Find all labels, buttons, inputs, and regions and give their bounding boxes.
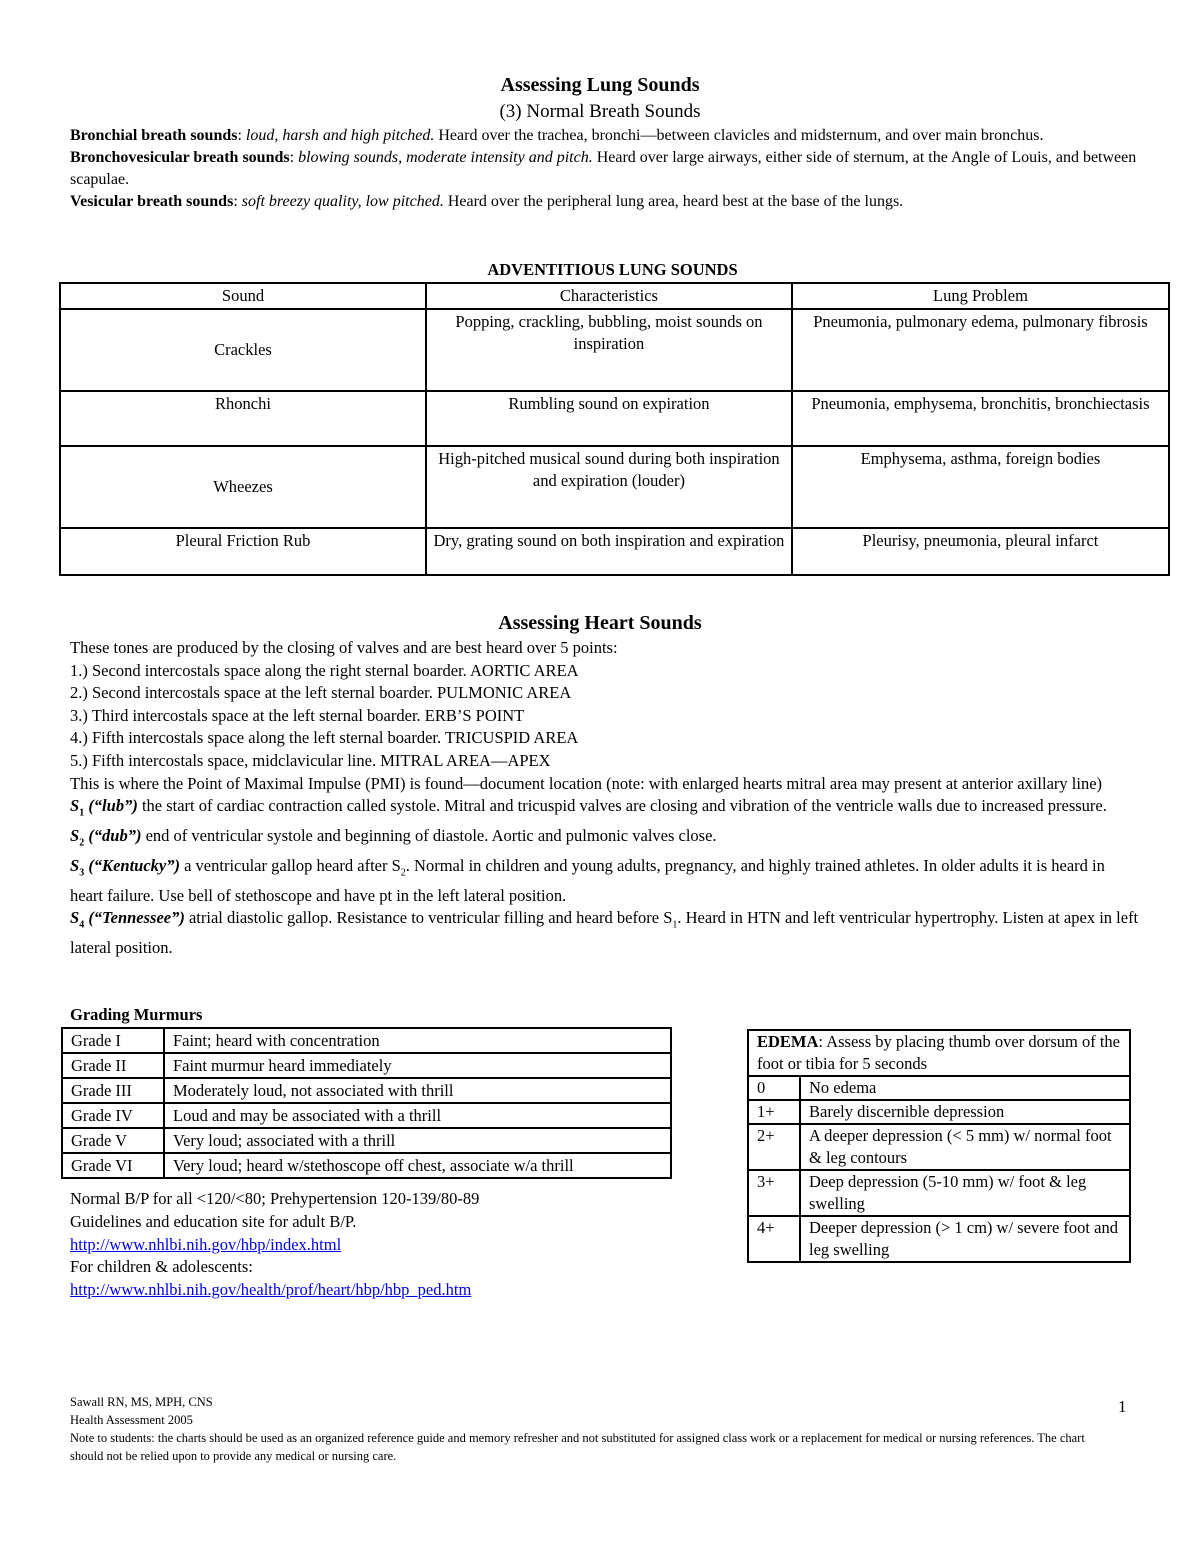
edema-instruction: : Assess by placing thumb over dorsum of the foot or tibia for 5 seconds — [757, 1032, 1120, 1073]
edema-header-row — [748, 1030, 1130, 1076]
table-row — [62, 1053, 671, 1078]
s3-text-a: a ventricular gallop heard after S — [179, 855, 401, 875]
s1-description — [70, 795, 1140, 825]
s4-sub: 4 — [79, 919, 85, 931]
bronchovesicular-paragraph: Bronchovesicular breath sounds: blowing sounds, moderate intensity and pitch. Heard over large airways, either side of sternum, at the Angle of Louis, and between scapulae. — [70, 149, 1137, 188]
children-bp-text: For children & adolescents: — [70, 1257, 253, 1276]
murmur-desc-cell: Moderately loud, not associated with thrill — [164, 1078, 671, 1103]
edema-table — [747, 1029, 1131, 1263]
vesicular-text: Heard over the peripheral lung area, heard best at the base of the lungs. — [443, 193, 904, 210]
murmur-desc-cell: Loud and may be associated with a thrill — [164, 1103, 671, 1128]
s4-nickname: (“Tennessee”) — [84, 908, 185, 928]
edema-desc-cell: A deeper depression (< 5 mm) w/ normal foot & leg contours — [800, 1124, 1130, 1170]
s4-description — [70, 907, 1140, 959]
grade-cell: Grade III — [62, 1078, 164, 1103]
grade-cell: Grade IV — [62, 1103, 164, 1128]
characteristics-cell: High-pitched musical sound during both inspiration and expiration (louder) — [426, 446, 792, 528]
murmur-desc-cell: Very loud; associated with a thrill — [164, 1128, 671, 1153]
pmi-note: This is where the Point of Maximal Impulse (PMI) is found—document location (note: with enlarged hearts mitral area may present at anterior axillary line) — [70, 773, 1103, 793]
adult-bp-link-wrap — [70, 1234, 341, 1257]
header-lung-problem: Lung Problem — [792, 283, 1169, 309]
table-row — [62, 1078, 671, 1103]
s2-nickname: (“dub”) — [84, 826, 142, 846]
problem-cell: Pneumonia, pulmonary edema, pulmonary fibrosis — [792, 309, 1169, 391]
bronchial-term: Bronchial breath sounds — [70, 127, 238, 144]
auscultation-point: 3.) Third intercostals space at the left sternal boarder. ERB’S POINT — [70, 705, 525, 725]
heart-title: Assessing Heart Sounds — [498, 612, 702, 634]
adult-bp-link[interactable]: http://www.nhlbi.nih.gov/hbp/index.html — [70, 1235, 342, 1254]
characteristics-cell: Dry, grating sound on both inspiration and expiration — [426, 528, 792, 575]
heart-intro: These tones are produced by the closing of valves and are best heard over 5 points: — [70, 638, 618, 657]
sound-cell: Pleural Friction Rub — [60, 528, 426, 575]
vesicular-term: Vesicular breath sounds — [70, 193, 234, 210]
heart-sounds-section — [70, 637, 1140, 960]
s3-nickname: (“Kentucky”) — [84, 855, 180, 875]
edema-grade-cell: 2+ — [748, 1124, 800, 1170]
grade-cell: Grade I — [62, 1028, 164, 1053]
s3-sub: 3 — [79, 867, 85, 879]
edema-grade-cell: 1+ — [748, 1100, 800, 1124]
characteristics-cell: Popping, crackling, bubbling, moist sounds on inspiration — [426, 309, 792, 391]
s2-label: S — [70, 826, 80, 846]
s4-label: S — [70, 908, 80, 928]
table-row — [60, 528, 1169, 575]
footer-author: Sawall RN, MS, MPH, CNS — [70, 1395, 213, 1409]
s4-text-sub: 1 — [672, 919, 678, 931]
s2-text: end of ventricular systole and beginning of diastole. Aortic and pulmonic valves close. — [141, 826, 717, 846]
bp-normal-text: Normal B/P for all <120/<80; Prehypertension 120-139/80-89 — [70, 1189, 480, 1208]
bronchial-paragraph: Bronchial breath sounds: loud, harsh and high pitched. Heard over the trachea, bronchi—between clavicles and midsternum, and over main bronchus. — [70, 127, 1044, 144]
grade-cell: Grade VI — [62, 1153, 164, 1178]
page-number: 1 — [1118, 1397, 1127, 1416]
breath-sounds-description — [70, 125, 1140, 213]
sound-cell: Rhonchi — [60, 391, 426, 446]
lung-title: Assessing Lung Sounds — [500, 74, 700, 96]
bronchovesicular-term: Bronchovesicular breath sounds — [70, 149, 290, 166]
edema-grade-cell: 0 — [748, 1076, 800, 1100]
table-row — [60, 309, 1169, 391]
table-row — [748, 1124, 1130, 1170]
edema-grade-cell: 4+ — [748, 1216, 800, 1262]
s1-nickname: (“lub”) — [84, 796, 138, 816]
footer — [70, 1393, 1110, 1465]
s3-text-b: . Normal in children and young adults, pregnancy, and highly trained athletes. In older adults it is heard in heart failure. Use bell of stethoscope and have pt in the left lateral position. — [70, 855, 1105, 905]
s1-label: S — [70, 796, 80, 816]
header-sound: Sound — [60, 283, 426, 309]
children-bp-link-wrap — [70, 1279, 471, 1302]
children-bp-link[interactable]: http://www.nhlbi.nih.gov/health/prof/heart/hbp/hbp_ped.htm — [70, 1280, 472, 1299]
table-row — [60, 391, 1169, 446]
problem-cell: Pneumonia, emphysema, bronchitis, bronchiectasis — [792, 391, 1169, 446]
murmur-desc-cell: Very loud; heard w/stethoscope off chest, associate w/a thrill — [164, 1153, 671, 1178]
s4-text-b: . Heard in HTN and left ventricular hypertrophy. Listen at apex in left lateral position. — [70, 908, 1139, 958]
table-row — [62, 1128, 671, 1153]
edema-desc-cell: Deeper depression (> 1 cm) w/ severe foot and leg swelling — [800, 1216, 1130, 1262]
vesicular-desc: soft breezy quality, low pitched. — [241, 193, 444, 210]
problem-cell: Pleurisy, pneumonia, pleural infarct — [792, 528, 1169, 575]
edema-desc-cell: Barely discernible depression — [800, 1100, 1130, 1124]
lung-subtitle: (3) Normal Breath Sounds — [499, 101, 701, 122]
table-row — [62, 1153, 671, 1178]
table-header-row — [60, 283, 1169, 309]
edema-title-cell — [748, 1030, 1130, 1076]
vesicular-paragraph: Vesicular breath sounds: soft breezy quality, low pitched. Heard over the peripheral lung area, heard best at the base of the lungs. — [70, 193, 904, 210]
adventitious-lung-sounds-table — [59, 282, 1170, 576]
grade-cell: Grade II — [62, 1053, 164, 1078]
auscultation-point: 2.) Second intercostals space at the left sternal boarder. PULMONIC AREA — [70, 683, 572, 703]
table-row — [62, 1103, 671, 1128]
edema-grade-cell: 3+ — [748, 1170, 800, 1216]
auscultation-point: 4.) Fifth intercostals space along the left sternal boarder. TRICUSPID AREA — [70, 728, 579, 748]
s2-description — [70, 825, 1140, 855]
bronchovesicular-text: Heard over large airways, either side of sternum, at the Angle of Louis, and between scapulae. — [70, 149, 1137, 188]
problem-cell: Emphysema, asthma, foreign bodies — [792, 446, 1169, 528]
table-row — [748, 1170, 1130, 1216]
sound-cell: Wheezes — [60, 446, 426, 528]
bp-guidelines-text: Guidelines and education site for adult B/P. — [70, 1212, 357, 1231]
s3-description — [70, 855, 1140, 907]
characteristics-cell: Rumbling sound on expiration — [426, 391, 792, 446]
table-row — [748, 1100, 1130, 1124]
edema-desc-cell: Deep depression (5-10 mm) w/ foot & leg swelling — [800, 1170, 1130, 1216]
s2-sub: 2 — [79, 837, 85, 849]
footer-note: Note to students: the charts should be used as an organized reference guide and memory refresher and not substituted for assigned class work or a replacement for medical or nursing references. The chart should not be relied upon to provide any medical or nursing care. — [70, 1431, 1085, 1463]
murmur-desc-cell: Faint murmur heard immediately — [164, 1053, 671, 1078]
s1-text: the start of cardiac contraction called systole. Mitral and tricuspid valves are closing and vibration of the ventricle walls due to increased pressure. — [137, 796, 1107, 816]
auscultation-point: 5.) Fifth intercostals space, midclavicular line. MITRAL AREA—APEX — [70, 750, 551, 770]
auscultation-point: 1.) Second intercostals space along the right sternal boarder. AORTIC AREA — [70, 660, 579, 680]
adventitious-table-title: ADVENTITIOUS LUNG SOUNDS — [487, 260, 738, 279]
bronchial-desc: loud, harsh and high pitched. — [245, 127, 435, 144]
s3-label: S — [70, 855, 80, 875]
edema-desc-cell: No edema — [800, 1076, 1130, 1100]
bronchovesicular-desc: blowing sounds, moderate intensity and pitch. — [298, 149, 593, 166]
murmur-desc-cell: Faint; heard with concentration — [164, 1028, 671, 1053]
edema-title: EDEMA — [757, 1032, 819, 1051]
table-row — [60, 446, 1169, 528]
grade-cell: Grade V — [62, 1128, 164, 1153]
header-characteristics: Characteristics — [426, 283, 792, 309]
table-row — [62, 1028, 671, 1053]
s4-text-a: atrial diastolic gallop. Resistance to ventricular filling and heard before S — [184, 908, 673, 928]
s1-sub: 1 — [79, 807, 85, 819]
grading-murmurs-title: Grading Murmurs — [70, 1005, 203, 1024]
s3-text-sub: 2 — [400, 867, 406, 879]
table-row — [748, 1216, 1130, 1262]
footer-course: Health Assessment 2005 — [70, 1413, 193, 1427]
bronchial-text: Heard over the trachea, bronchi—between clavicles and midsternum, and over main bronchus. — [434, 127, 1044, 144]
sound-cell: Crackles — [60, 309, 426, 391]
grading-murmurs-table — [61, 1027, 672, 1179]
table-row — [748, 1076, 1130, 1100]
